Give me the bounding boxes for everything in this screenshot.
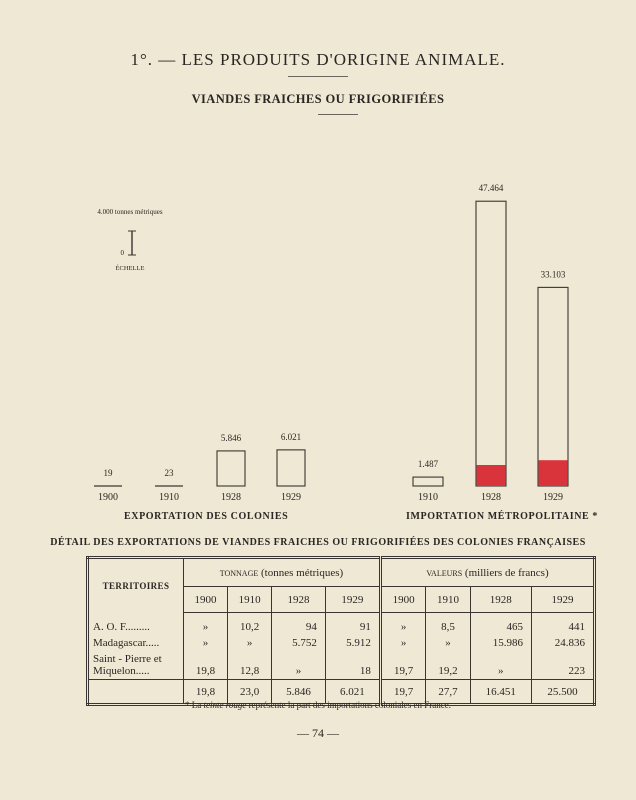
table-cell: 465 <box>470 613 532 636</box>
value-label-export-1910: 23 <box>164 468 174 478</box>
colonial-share-1929 <box>539 460 568 486</box>
x-label-import-1910: 1910 <box>418 492 438 503</box>
scale-zero-label: 0 <box>120 249 124 257</box>
valeurs-header: valeurs (milliers de francs) <box>380 558 594 587</box>
x-label-import-1928: 1928 <box>481 492 501 503</box>
year-header: 1910 <box>228 587 272 613</box>
table-row <box>88 613 595 636</box>
group-label-exportation: EXPORTATION DES COLONIES <box>124 511 289 522</box>
territory-name: Madagascar..... <box>93 637 160 649</box>
table-cell: 5.912 <box>325 635 380 651</box>
bar-export-1928 <box>217 451 245 486</box>
table-cell: » <box>470 651 532 680</box>
table-cell: 223 <box>532 651 595 680</box>
total-cell: 25.500 <box>532 680 595 705</box>
value-label-import-1928: 47.464 <box>478 183 504 194</box>
x-label-import-1929: 1929 <box>543 492 563 503</box>
year-header: 1928 <box>470 587 532 613</box>
detail-table <box>86 556 596 706</box>
table-cell: » <box>426 635 470 651</box>
table-cell: 24.836 <box>532 635 595 651</box>
table-cell: » <box>380 635 426 651</box>
value-label-import-1910: 1.487 <box>417 459 439 470</box>
table-cell: 5.752 <box>272 635 326 651</box>
value-label-export-1929: 6.021 <box>280 431 302 442</box>
table-cell: 10,2 <box>228 613 272 636</box>
year-header: 1928 <box>272 587 326 613</box>
year-header: 1929 <box>532 587 595 613</box>
bar-import-1929 <box>538 287 568 486</box>
x-label-export-1900: 1900 <box>98 492 118 503</box>
year-header: 1910 <box>426 587 470 613</box>
page-title: 1°. — LES PRODUITS D'ORIGINE ANIMALE. <box>130 50 506 69</box>
total-cell: 23,0 <box>228 680 272 705</box>
total-cell: 16.451 <box>470 680 532 705</box>
total-cell: 19,8 <box>184 680 228 705</box>
table-cell: 19,8 <box>184 651 228 680</box>
value-label-export-1900: 19 <box>103 468 113 478</box>
territory-name: Saint - Pierre et Miquelon..... <box>93 653 162 677</box>
territory-name: A. O. F......... <box>93 620 150 633</box>
total-cell: 5.846 <box>272 680 326 705</box>
total-cell: 27,7 <box>426 680 470 705</box>
table-cell: 441 <box>532 613 595 636</box>
total-cell: 19,7 <box>380 680 426 705</box>
value-label-import-1929: 33.103 <box>540 269 566 280</box>
table-cell: 91 <box>325 613 380 636</box>
year-header: 1929 <box>325 587 380 613</box>
table-cell: » <box>380 613 426 636</box>
table-cell: 12,8 <box>228 651 272 680</box>
table-cell: » <box>184 613 228 636</box>
x-label-export-1929: 1929 <box>281 492 301 503</box>
territories-header: TERRITOIRES <box>102 580 170 591</box>
table-cell: 15.986 <box>470 635 532 651</box>
year-header: 1900 <box>380 587 426 613</box>
table-row <box>88 635 595 651</box>
scale-caption: ÉCHELLE <box>115 265 145 272</box>
tonnage-header: tonnage (tonnes métriques) <box>184 558 381 587</box>
colonial-share-1928 <box>477 465 506 486</box>
value-label-export-1928: 5.846 <box>220 432 242 443</box>
table-cell: 19,7 <box>380 651 426 680</box>
scale-top-label: 4.000 tonnes métriques <box>97 208 163 216</box>
page-number: — 74 — <box>297 726 339 740</box>
table-cell: 18 <box>325 651 380 680</box>
x-label-export-1928: 1928 <box>221 492 241 503</box>
table-cell: 8,5 <box>426 613 470 636</box>
table-title: DÉTAIL DES EXPORTATIONS DE VIANDES FRAICHES OU FRIGORIFIÉES DES COLONIES FRANÇAISES <box>50 537 586 548</box>
total-cell: 6.021 <box>325 680 380 705</box>
footnote: * La teinte rouge représente la part des importations coloniales en France. <box>184 700 452 710</box>
table-cell: » <box>184 635 228 651</box>
table-cell: 94 <box>272 613 326 636</box>
table-cell: » <box>228 635 272 651</box>
bar-import-1928 <box>476 201 506 486</box>
group-label-importation: IMPORTATION MÉTROPOLITAINE * <box>406 511 599 522</box>
bar-export-1929 <box>277 450 305 486</box>
table-cell: » <box>272 651 326 680</box>
table-cell: 19,2 <box>426 651 470 680</box>
chart-title: VIANDES FRAICHES OU FRIGORIFIÉES <box>191 92 445 106</box>
bar-import-1910 <box>413 477 443 486</box>
year-header: 1900 <box>184 587 228 613</box>
x-label-export-1910: 1910 <box>159 492 179 503</box>
table-row <box>88 651 595 680</box>
